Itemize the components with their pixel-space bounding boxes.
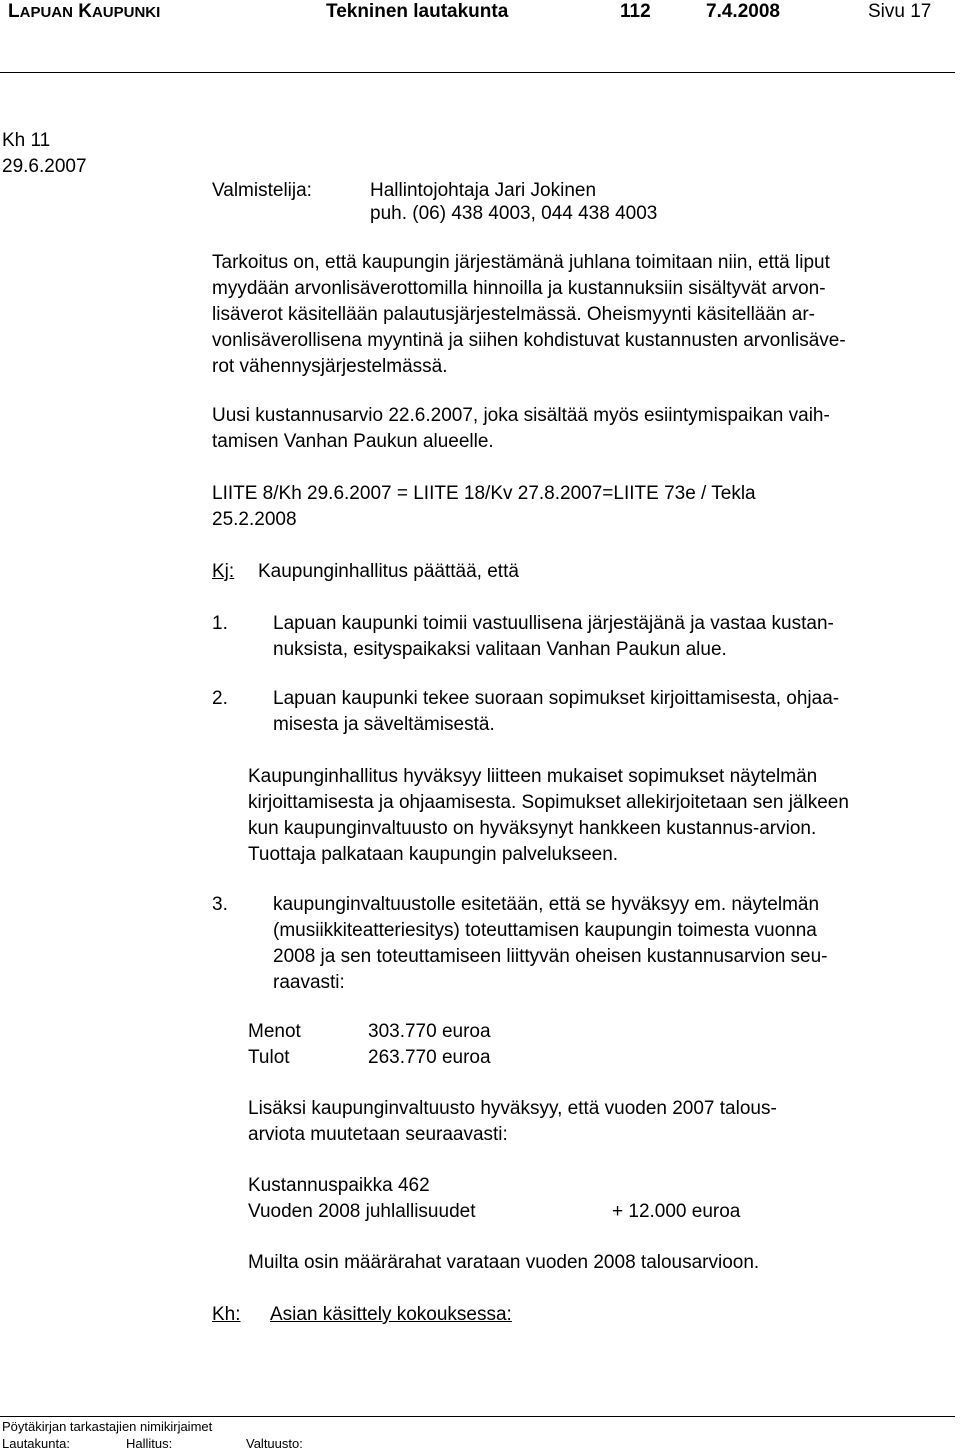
header-date: 7.4.2008 [706, 1, 780, 22]
meeting-ref: Kh 11 [2, 130, 51, 151]
closing-sentence: Muilta osin määrärahat varataan vuoden 2008 talousarvioon. [248, 1252, 760, 1273]
text-line: rot vähennysjärjestelmässä. [212, 356, 448, 377]
supplement-paragraph [248, 1096, 777, 1148]
finance-value-expenses: 303.770 euroa [368, 1021, 491, 1042]
text-line: nuksista, esityspaikaksi valitaan Vanhan Paukun alue. [273, 639, 727, 660]
text-line: vonlisäverollisena myyntinä ja siihen kohdistuvat kustannusten arvonlisäve- [212, 330, 846, 351]
finance-label-expenses: Menot [248, 1021, 301, 1042]
meeting-date: 29.6.2007 [2, 156, 87, 177]
text-line: kirjoittamisesta ja ohjaamisesta. Sopimukset allekirjoitetaan sen jälkeen [248, 792, 849, 813]
preparer-label: Valmistelija: [212, 180, 312, 201]
item-1-text [273, 611, 834, 663]
text-line: Lapuan kaupunki toimii vastuullisena järjestäjänä ja vastaa kustan- [273, 613, 834, 634]
finance-label-income: Tulot [248, 1047, 290, 1068]
cost-item-label: Vuoden 2008 juhlallisuudet [248, 1201, 476, 1222]
page-number: Sivu 17 [868, 1, 932, 22]
attachment-paragraph [212, 481, 756, 533]
board-name: Tekninen lautakunta [326, 1, 509, 22]
text-line: raavasti: [273, 972, 345, 993]
text-line: 25.2.2008 [212, 509, 297, 530]
text-line: LIITE 8/Kh 29.6.2007 = LIITE 18/Kv 27.8.2007=LIITE 73e / Tekla [212, 483, 756, 504]
footer-rule [0, 1416, 955, 1417]
footer-council: Valtuusto: [246, 1436, 303, 1451]
budget-paragraph [212, 403, 830, 455]
header-rule [0, 72, 955, 73]
preparer-phone: puh. (06) 438 4003, 044 438 4003 [370, 203, 658, 224]
item-2-text [273, 686, 839, 738]
cost-item-value: + 12.000 euroa [612, 1201, 741, 1222]
text-line: Kaupunginhallitus hyväksyy liitteen mukaiset sopimukset näytelmän [248, 766, 818, 787]
text-line: misesta ja säveltämisestä. [273, 714, 495, 735]
proposal-label: Kj: [212, 561, 235, 582]
preparer-name: Hallintojohtaja Jari Jokinen [370, 180, 597, 201]
text-line: 2008 ja sen toteuttamiseen liittyvän oheisen kustannusarvion seu- [273, 946, 828, 967]
decision-label: Kh: [212, 1304, 241, 1325]
text-line: (musiikkiteatteriesitys) toteuttamisen kaupungin toimesta vuonna [273, 920, 817, 941]
text-line: arviota muutetaan seuraavasti: [248, 1124, 508, 1145]
text-line: Lisäksi kaupunginvaltuusto hyväksyy, että vuoden 2007 talous- [248, 1098, 777, 1119]
text-line: lisäverot käsitellään palautusjärjestelmässä. Oheismyynti käsitellään ar- [212, 304, 815, 325]
paragraph-number: 112 [620, 1, 651, 22]
decision-text: Asian käsittely kokouksessa: [270, 1304, 512, 1325]
text-line: Tarkoitus on, että kaupungin järjestämänä juhlana toimitaan niin, että liput [212, 252, 830, 273]
item-3-text [273, 892, 828, 996]
cost-center: Kustannuspaikka 462 [248, 1175, 430, 1196]
text-line: tamisen Vanhan Paukun alueelle. [212, 431, 494, 452]
footer-title: Pöytäkirjan tarkastajien nimikirjaimet [2, 1419, 213, 1434]
approval-paragraph [248, 764, 849, 868]
proposal-text: Kaupunginhallitus päättää, että [258, 561, 519, 582]
finance-value-income: 263.770 euroa [368, 1047, 491, 1068]
footer-board: Lautakunta: [2, 1436, 70, 1451]
org-name [8, 0, 160, 25]
purpose-paragraph [212, 250, 846, 380]
text-line: kun kaupunginvaltuusto on hyväksynyt hankkeen kustannus-arvion. [248, 818, 817, 839]
text-line: Uusi kustannusarvio 22.6.2007, joka sisältää myös esiintymispaikan vaih- [212, 405, 830, 426]
text-line: Lapuan kaupunki tekee suoraan sopimukset kirjoittamisesta, ohjaa- [273, 688, 840, 709]
text-line: Tuottaja palkataan kaupungin palvelukseen. [248, 844, 619, 865]
item-number: 1. [212, 613, 228, 634]
text-line: kaupunginvaltuustolle esitetään, että se hyväksyy em. näytelmän [273, 894, 820, 915]
footer-government: Hallitus: [126, 1436, 173, 1451]
item-number: 2. [212, 688, 228, 709]
org-name-text: LAPUAN KAUPUNKI [8, 1, 161, 22]
text-line: myydään arvonlisäverottomilla hinnoilla ja kustannuksiin sisältyvät arvon- [212, 278, 826, 299]
item-number: 3. [212, 894, 228, 915]
